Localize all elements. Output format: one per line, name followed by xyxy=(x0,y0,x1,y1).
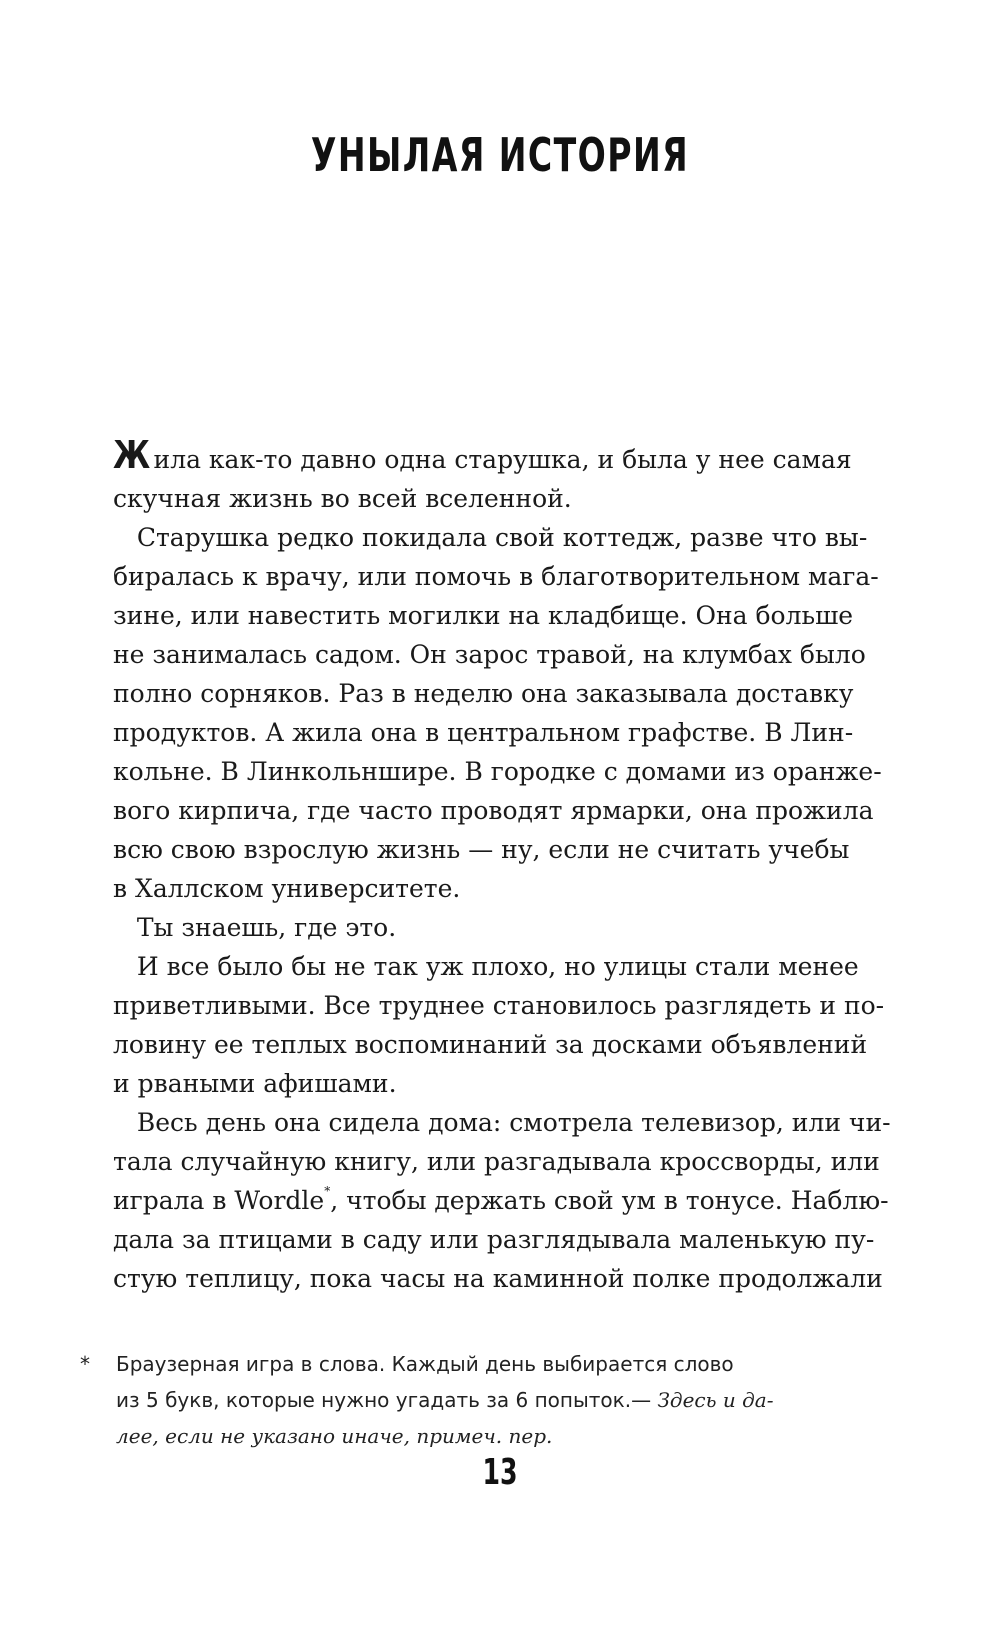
footnote-line: из 5 букв, которые нужно угадать за 6 попыток.— Здесь и да- xyxy=(116,1388,774,1412)
text-line: Старушка редко покидала свой коттедж, разве что вы- xyxy=(136,523,868,552)
text-line: играла в Wordle*, чтобы держать свой ум в тонусе. Наблю- xyxy=(113,1184,889,1215)
text-line: приветливыми. Все труднее становилось разглядеть и по- xyxy=(113,991,885,1020)
footnote-line: лее, если не указано иначе, примеч. пер. xyxy=(116,1424,553,1448)
text-line: всю свою взрослую жизнь — ну, если не считать учебы xyxy=(113,835,850,864)
chapter-title: УНЫЛАЯ ИСТОРИЯ xyxy=(310,128,690,182)
text-line: ловину ее теплых воспоминаний за досками объявлений xyxy=(113,1030,868,1059)
text-line: зине, или навестить могилки на кладбище. Она больше xyxy=(113,601,854,630)
body-text xyxy=(113,433,891,1298)
text-line: Весь день она сидела дома: смотрела телевизор, или чи- xyxy=(136,1108,891,1137)
text-line: скучная жизнь во всей вселенной. xyxy=(113,484,572,513)
text-line: полно сорняков. Раз в неделю она заказывала доставку xyxy=(113,679,854,708)
footnote-mark: * xyxy=(80,1352,90,1376)
paragraph xyxy=(113,908,829,947)
paragraph xyxy=(113,518,882,908)
paragraph xyxy=(113,947,885,1103)
text-line: тала случайную книгу, или разгадывала кроссворды, или xyxy=(113,1147,880,1176)
footnote-reference[interactable]: * xyxy=(324,1184,331,1198)
text-line: дала за птицами в саду или разглядывала маленькую пу- xyxy=(113,1225,875,1254)
footnote-text xyxy=(116,1346,830,1454)
text-line: Жила как-то давно одна старушка, и была у нее самая xyxy=(113,433,852,477)
text-line: и рваными афишами. xyxy=(113,1069,397,1098)
text-line: стую теплицу, пока часы на каминной полке продолжали xyxy=(113,1264,883,1293)
paragraph xyxy=(113,433,852,518)
text-line: не занималась садом. Он зарос травой, на клумбах было xyxy=(113,640,866,669)
text-line: вого кирпича, где часто проводят ярмарки, она прожила xyxy=(113,796,874,825)
page-number: 13 xyxy=(482,1452,518,1493)
footnote xyxy=(80,1346,830,1454)
text-line: Ты знаешь, где это. xyxy=(136,913,397,942)
paragraph xyxy=(113,1103,891,1298)
drop-cap: Ж xyxy=(113,433,151,477)
footnote-line: Браузерная игра в слова. Каждый день выбирается слово xyxy=(116,1352,734,1376)
text-line: биралась к врачу, или помочь в благотворительном мага- xyxy=(113,562,879,591)
text-line: кольне. В Линкольншире. В городке с домами из оранже- xyxy=(113,757,882,786)
text-line: в Халлском университете. xyxy=(113,874,461,903)
text-line: продуктов. А жила она в центральном графстве. В Лин- xyxy=(113,718,854,747)
text-line: И все было бы не так уж плохо, но улицы стали менее xyxy=(136,952,859,981)
